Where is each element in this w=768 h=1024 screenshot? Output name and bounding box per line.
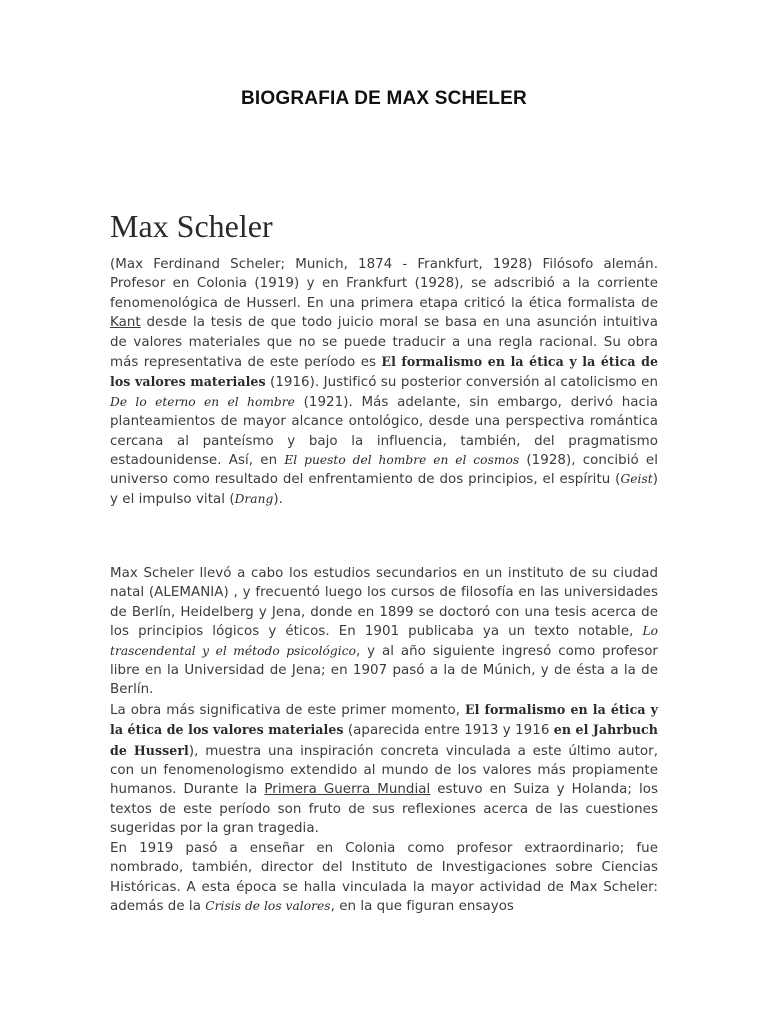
- section-heading: Max Scheler: [110, 208, 273, 244]
- biography-paragraph-2: [110, 564, 658, 916]
- text-run: (aparecida entre 1913 y 1916: [343, 723, 554, 739]
- paragraph-line: [110, 564, 658, 700]
- text-run: En 1919 pasó a enseñar en Colonia como profesor extraordinario; fue nombrado, también, director del Instituto de Investigaciones sobre Ciencias Históricas. A esta época se halla vinculada la mayor actividad de Max Scheler: además de la: [110, 840, 658, 914]
- text-run: ), muestra una inspiración concreta vinculada a este último autor, con un fenomenologismo extendido al mundo de los valores más propiamente humanos. Durante la: [110, 743, 659, 798]
- text-run: (1921). Más adelante, sin embargo, derivó hacia planteamientos de mayor alcance ontológico, desde una perspectiva romántica cercana al panteísmo y bajo la influencia, también, del pragmatismo estadounidense. Así, en: [110, 394, 658, 469]
- text-run: , y al año siguiente ingresó como profesor libre en la Universidad de Jena; en 1907 pasó a la de Múnich, y de ésta a la de Berlín.: [110, 643, 658, 698]
- italic-term: Geist: [620, 472, 653, 487]
- text-run: , en la que figuran ensayos: [330, 898, 514, 914]
- primera-guerra-mundial-link[interactable]: Primera Guerra Mundial: [264, 782, 431, 798]
- text-run: ).: [273, 491, 283, 507]
- bold-work-title: El formalismo en la ética y la ética de los valores materiales: [110, 354, 659, 390]
- document-title: BIOGRAFIA DE MAX SCHELER: [241, 88, 527, 109]
- text-run: (1928), concibió el universo como resultado del enfrentamiento de dos principios, el espíritu (: [110, 453, 658, 488]
- italic-term: Drang: [234, 491, 274, 506]
- text-run: (Max Ferdinand Scheler; Munich, 1874 - Frankfurt, 1928) Filósofo alemán. Profesor en Colonia (1919) y en Frankfurt (1928), se adscribió a la corriente fenomenológica de Husserl. En una primera etapa criticó la ética formalista de: [110, 257, 658, 311]
- italic-work-title: De lo eterno en el hombre: [110, 394, 295, 409]
- paragraph-line: [110, 700, 658, 839]
- text-run: ) y el impulso vital (: [110, 472, 658, 507]
- italic-work-title: Crisis de los valores: [205, 898, 331, 913]
- text-run: Max Scheler llevó a cabo los estudios secundarios en un instituto de su ciudad natal (ALEMANIA) , y frecuentó luego los cursos de filosofía en las universidades de Berlín, Heidelberg y Jena, donde en 1899 se doctoró con una tesis acerca de los principios lógicos y éticos. En 1901 publicaba ya un texto notable,: [110, 566, 658, 640]
- biography-paragraph-1: [110, 255, 658, 509]
- text-run: estuvo en Suiza y Holanda; los textos de este período son fruto de sus reflexiones acerca de las cuestiones sugeridas por la gran tragedia.: [110, 782, 658, 837]
- bold-work-title: El formalismo en la ética y la ética de los valores materiales: [110, 701, 658, 738]
- italic-work-title: El puesto del hombre en el cosmos: [284, 453, 520, 468]
- bold-publication: en el Jahrbuch de Husserl: [110, 722, 658, 758]
- text-run: (1916). Justificó su posterior conversión al catolicismo en: [265, 375, 658, 391]
- kant-link[interactable]: Kant: [110, 315, 141, 331]
- text-run: La obra más significativa de este primer momento,: [110, 702, 466, 718]
- paragraph-line: [110, 839, 658, 917]
- italic-work-title: Lo trascendental y el método psicológico: [110, 624, 658, 658]
- text-run: desde la tesis de que todo juicio moral se basa en una asunción intuitiva de valores materiales que no se puede traducir a una regla racional. Su obra más representativa de este período es: [110, 315, 658, 371]
